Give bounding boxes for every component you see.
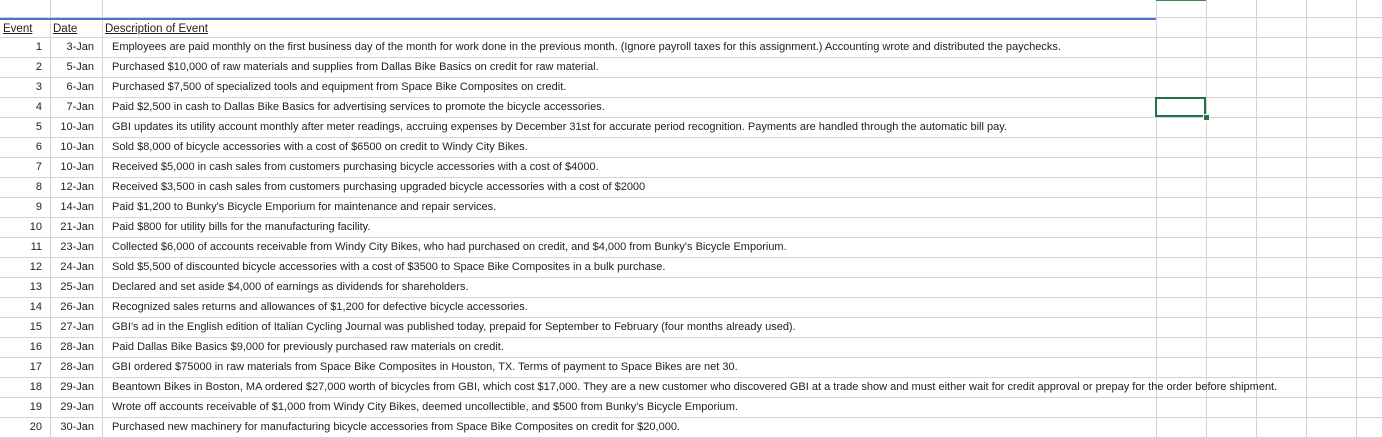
table-row bbox=[0, 418, 1382, 438]
table-row bbox=[0, 378, 1382, 398]
description-cell[interactable]: GBI ordered $75000 in raw materials from Space Bike Composites in Houston, TX. Terms of payment to Space Bikes are net 30. bbox=[112, 361, 738, 373]
date-cell[interactable]: 28-Jan bbox=[60, 361, 94, 373]
description-cell[interactable]: Wrote off accounts receivable of $1,000 from Windy City Bikes, deemed uncollectible, and $500 from Bunky's Bicycle Emporium. bbox=[112, 401, 738, 413]
table-row bbox=[0, 338, 1382, 358]
description-cell[interactable]: Paid $800 for utility bills for the manufacturing facility. bbox=[112, 221, 371, 233]
fill-handle[interactable] bbox=[1203, 114, 1210, 121]
event-number-cell[interactable]: 8 bbox=[35, 181, 42, 193]
event-number-cell[interactable]: 14 bbox=[29, 301, 42, 313]
description-cell[interactable]: Collected $6,000 of accounts receivable from Windy City Bikes, who had purchased on credit, and $4,000 from Bunky's Bicycle Emporium. bbox=[112, 241, 787, 253]
event-number-cell[interactable]: 5 bbox=[35, 121, 42, 133]
header-border bbox=[0, 18, 1156, 20]
description-cell[interactable]: Beantown Bikes in Boston, MA ordered $27,000 worth of bicycles from GBI, which cost $17,000. They are a new customer who discovered GBI at a trade show and must either wait for credit approval or prepay for the order before shipment. bbox=[112, 381, 1278, 393]
table-row bbox=[0, 178, 1382, 198]
date-cell[interactable]: 27-Jan bbox=[60, 321, 94, 333]
date-cell[interactable]: 25-Jan bbox=[60, 281, 94, 293]
description-cell[interactable]: Sold $5,500 of discounted bicycle accessories with a cost of $3500 to Space Bike Composites in a bulk purchase. bbox=[112, 261, 666, 273]
header-description[interactable]: Description of Event bbox=[105, 23, 208, 35]
date-cell[interactable]: 21-Jan bbox=[60, 221, 94, 233]
date-cell[interactable]: 10-Jan bbox=[60, 121, 94, 133]
date-cell[interactable]: 5-Jan bbox=[66, 61, 94, 73]
column-border bbox=[1156, 0, 1206, 1]
table-row bbox=[0, 78, 1382, 98]
event-number-cell[interactable]: 6 bbox=[35, 141, 42, 153]
event-number-cell[interactable]: 1 bbox=[35, 41, 42, 53]
date-cell[interactable]: 29-Jan bbox=[60, 401, 94, 413]
table-row bbox=[0, 118, 1382, 138]
event-number-cell[interactable]: 11 bbox=[30, 241, 42, 253]
date-cell[interactable]: 30-Jan bbox=[60, 421, 94, 433]
event-number-cell[interactable]: 13 bbox=[29, 281, 42, 293]
table-row bbox=[0, 138, 1382, 158]
table-row bbox=[0, 158, 1382, 178]
selected-cell[interactable] bbox=[1155, 97, 1206, 117]
description-cell[interactable]: Paid $2,500 in cash to Dallas Bike Basics for advertising services to promote the bicycle accessories. bbox=[112, 101, 605, 113]
description-cell[interactable]: Purchased $10,000 of raw materials and supplies from Dallas Bike Basics on credit for raw material. bbox=[112, 61, 599, 73]
date-cell[interactable]: 14-Jan bbox=[60, 201, 94, 213]
event-number-cell[interactable]: 9 bbox=[35, 201, 42, 213]
date-cell[interactable]: 10-Jan bbox=[60, 141, 94, 153]
description-cell[interactable]: GBI's ad in the English edition of Italian Cycling Journal was published today, prepaid for September to February (four months already used). bbox=[112, 321, 796, 333]
table-row bbox=[0, 278, 1382, 298]
event-number-cell[interactable]: 18 bbox=[29, 381, 42, 393]
event-number-cell[interactable]: 17 bbox=[29, 361, 42, 373]
date-cell[interactable]: 7-Jan bbox=[66, 101, 94, 113]
event-number-cell[interactable]: 3 bbox=[35, 81, 42, 93]
date-cell[interactable]: 24-Jan bbox=[60, 261, 94, 273]
table-row bbox=[0, 58, 1382, 78]
description-cell[interactable]: Purchased $7,500 of specialized tools and equipment from Space Bike Composites on credit. bbox=[112, 81, 567, 93]
description-cell[interactable]: Purchased new machinery for manufacturing bicycle accessories from Space Bike Composites on credit for $20,000. bbox=[112, 421, 680, 433]
blank-top-row[interactable] bbox=[0, 0, 1382, 18]
header-row bbox=[0, 20, 1382, 38]
date-cell[interactable]: 6-Jan bbox=[66, 81, 94, 93]
description-cell[interactable]: Paid Dallas Bike Basics $9,000 for previously purchased raw materials on credit. bbox=[112, 341, 504, 353]
date-cell[interactable]: 29-Jan bbox=[60, 381, 94, 393]
event-number-cell[interactable]: 19 bbox=[29, 401, 42, 413]
date-cell[interactable]: 26-Jan bbox=[60, 301, 94, 313]
date-cell[interactable]: 23-Jan bbox=[60, 241, 94, 253]
event-number-cell[interactable]: 16 bbox=[29, 341, 42, 353]
date-cell[interactable]: 10-Jan bbox=[60, 161, 94, 173]
description-cell[interactable]: GBI updates its utility account monthly after meter readings, accruing expenses by December 31st for accurate period recognition. Payments are handled through the automatic bill pay. bbox=[112, 121, 1007, 133]
description-cell[interactable]: Received $5,000 in cash sales from customers purchasing bicycle accessories with a cost of $4000. bbox=[112, 161, 599, 173]
event-number-cell[interactable]: 10 bbox=[29, 221, 42, 233]
table-row bbox=[0, 218, 1382, 238]
description-cell[interactable]: Declared and set aside $4,000 of earnings as dividends for shareholders. bbox=[112, 281, 469, 293]
header-date[interactable]: Date bbox=[53, 23, 78, 35]
table-row bbox=[0, 398, 1382, 418]
event-number-cell[interactable]: 12 bbox=[29, 261, 42, 273]
table-row bbox=[0, 258, 1382, 278]
description-cell[interactable]: Recognized sales returns and allowances of $1,200 for defective bicycle accessories. bbox=[112, 301, 528, 313]
description-cell[interactable]: Paid $1,200 to Bunky's Bicycle Emporium for maintenance and repair services. bbox=[112, 201, 497, 213]
event-number-cell[interactable]: 4 bbox=[35, 101, 42, 113]
event-number-cell[interactable]: 15 bbox=[29, 321, 42, 333]
table-row bbox=[0, 38, 1382, 58]
description-cell[interactable]: Sold $8,000 of bicycle accessories with a cost of $6500 on credit to Windy City Bikes. bbox=[112, 141, 528, 153]
event-number-cell[interactable]: 20 bbox=[29, 421, 42, 433]
header-event[interactable]: Event bbox=[3, 23, 33, 35]
table-row bbox=[0, 318, 1382, 338]
date-cell[interactable]: 12-Jan bbox=[60, 181, 94, 193]
date-cell[interactable]: 28-Jan bbox=[60, 341, 94, 353]
table-row bbox=[0, 298, 1382, 318]
date-cell[interactable]: 3-Jan bbox=[66, 41, 94, 53]
table-row bbox=[0, 198, 1382, 218]
event-number-cell[interactable]: 2 bbox=[35, 61, 42, 73]
table-row bbox=[0, 238, 1382, 258]
description-cell[interactable]: Employees are paid monthly on the first business day of the month for work done in the previous month. (Ignore payroll taxes for this assignment.) Accounting wrote and distributed the paychecks. bbox=[112, 41, 1061, 53]
event-number-cell[interactable]: 7 bbox=[35, 161, 42, 173]
table-row bbox=[0, 358, 1382, 378]
description-cell[interactable]: Received $3,500 in cash sales from customers purchasing upgraded bicycle accessories with a cost of $2000 bbox=[112, 181, 646, 193]
